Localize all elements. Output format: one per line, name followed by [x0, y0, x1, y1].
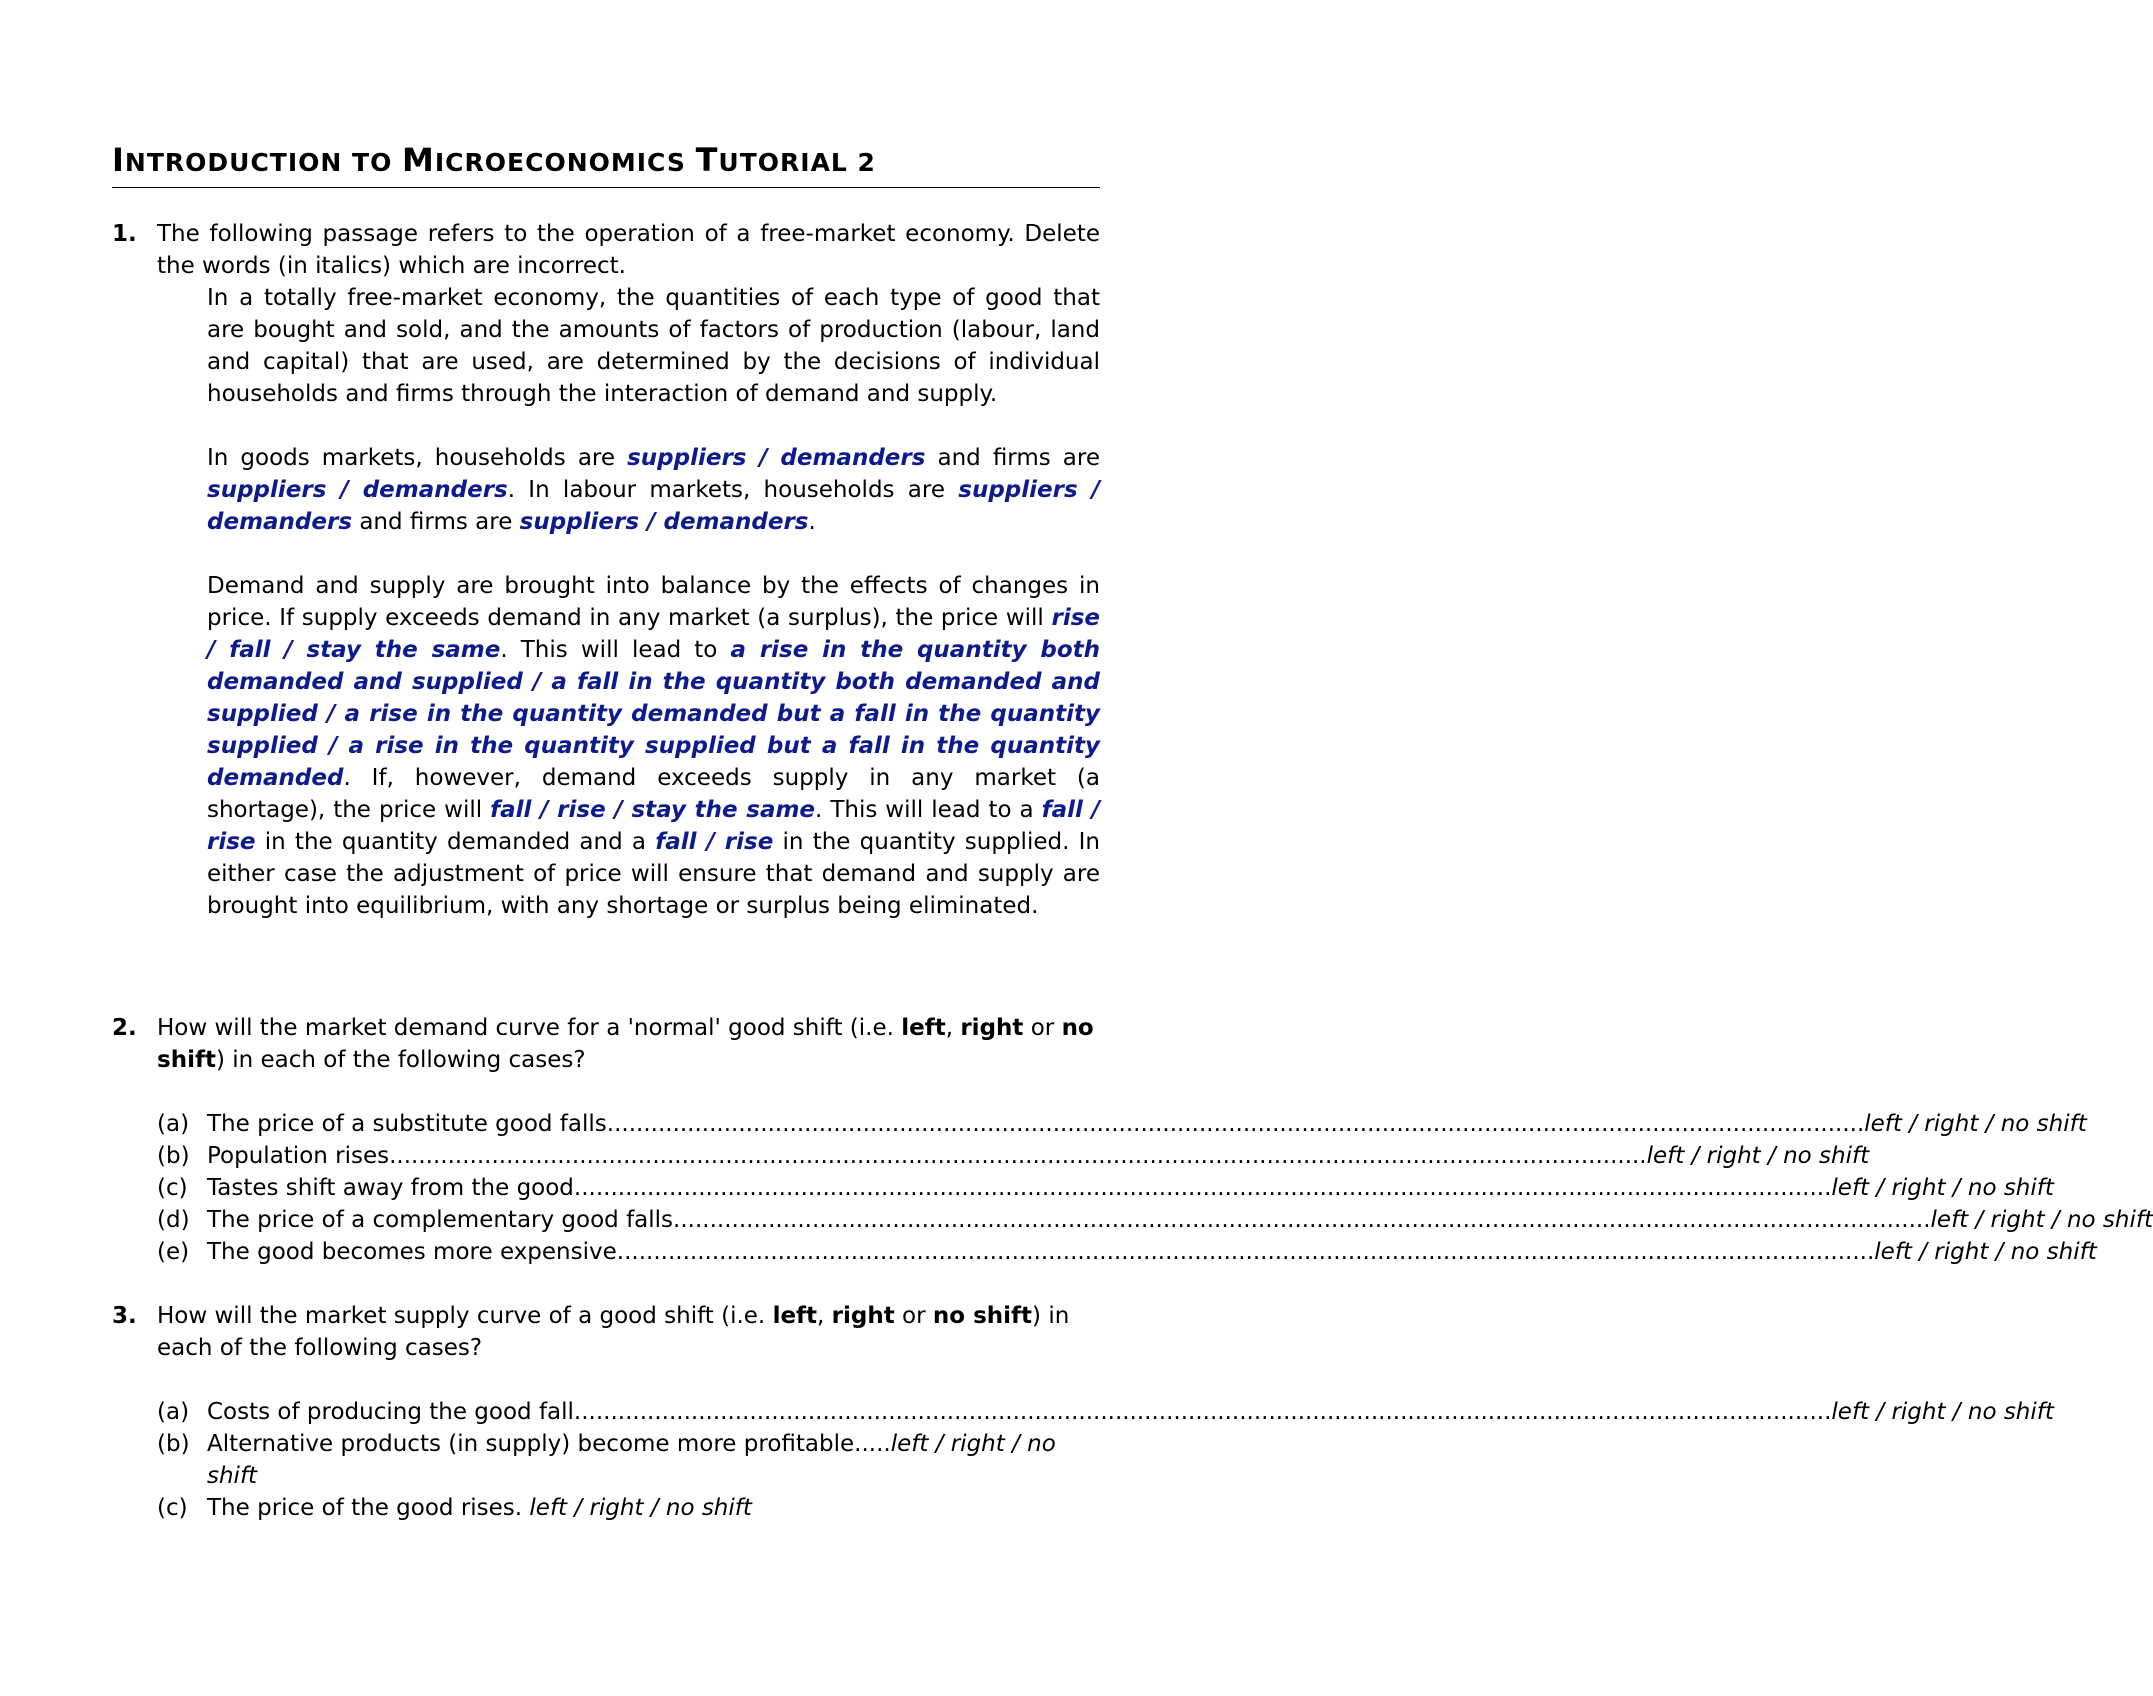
case-list [157, 1396, 2054, 1524]
option-choice[interactable]: suppliers / demanders [627, 445, 926, 471]
leader-dots [607, 1108, 1865, 1140]
case-list [157, 1108, 2153, 1268]
question-number: 3. [112, 1303, 137, 1329]
leader-dots [617, 1236, 1875, 1268]
item-text: Alternative products (in supply) become more profitable..... [207, 1431, 891, 1457]
item-text: The price of a complementary good falls [207, 1207, 674, 1233]
item-label: (a) [157, 1399, 190, 1425]
list-item [157, 1492, 1100, 1524]
list-item [157, 1172, 2054, 1204]
answer-choice[interactable]: left / right / no shift [1646, 1143, 1870, 1169]
list-item [157, 1428, 1100, 1492]
document-page [112, 140, 2153, 1524]
item-text: The price of a substitute good falls [207, 1111, 607, 1137]
item-label: (a) [157, 1111, 190, 1137]
page-title: INTRODUCTION TO MICROECONOMICS TUTORIAL 2 [112, 140, 1100, 188]
item-text: Costs of producing the good fall [207, 1399, 574, 1425]
question-1 [112, 218, 1100, 922]
question-text: How will the market demand curve for a 'normal' good shift (i.e. left, right or no shift) in each of the following cases? [157, 1015, 1094, 1073]
passage-paragraph-1: In a totally free-market economy, the quantities of each type of good that are bought and sold, and the amounts of factors of production (labour, land and capital) that are used, are determined by the decisions of individual households and firms through the interaction of demand and supply. [207, 285, 1100, 407]
option-choice[interactable]: suppliers / demanders [519, 509, 809, 535]
item-label: (b) [157, 1143, 190, 1169]
option-choice[interactable]: a rise in the quantity both demanded and supplied / a fall in the quantity both demanded and supplied / a rise in the quantity demanded but a fall in the quantity supplied / a rise in the quantity supplied but a fall in the quantity demanded [207, 637, 1101, 791]
question-intro: The following passage refers to the operation of a free-market economy. Delete the words (in italics) which are incorrect. [157, 221, 1100, 279]
answer-choice[interactable]: left / right / no shift [1930, 1207, 2153, 1233]
leader-dots [389, 1140, 1647, 1172]
leader-dots [673, 1204, 1931, 1236]
question-number: 1. [112, 221, 137, 247]
list-item [157, 1236, 2097, 1268]
list-item [157, 1140, 1870, 1172]
answer-choice[interactable]: left / right / no shift [1831, 1175, 2054, 1201]
question-2 [112, 1012, 2153, 1268]
item-text: The good becomes more expensive [207, 1239, 617, 1265]
item-label: (d) [157, 1207, 190, 1233]
list-item [157, 1396, 2054, 1428]
option-choice[interactable]: rise / fall / stay the same [207, 605, 1100, 663]
passage [207, 282, 1100, 922]
item-label: (c) [157, 1175, 188, 1201]
item-label: (b) [157, 1431, 190, 1457]
item-text: The price of the good rises. [207, 1495, 530, 1521]
answer-choice[interactable]: left / right / no shift [1864, 1111, 2087, 1137]
item-label: (e) [157, 1239, 190, 1265]
question-3 [112, 1300, 2054, 1524]
answer-choice[interactable]: left / right / no shift [529, 1495, 752, 1521]
leader-dots [574, 1172, 1832, 1204]
passage-paragraph-2: In goods markets, households are suppliers / demanders and firms are suppliers / demanders. In labour markets, households are suppliers / demanders and firms are suppliers / demanders. [207, 445, 1100, 535]
option-choice[interactable]: suppliers / demanders [207, 477, 508, 503]
question-text: How will the market supply curve of a good shift (i.e. left, right or no shift) in each of the following cases? [157, 1303, 1070, 1361]
list-item [157, 1108, 2087, 1140]
option-choice[interactable]: fall / rise / stay the same [490, 797, 816, 823]
passage-paragraph-3: Demand and supply are brought into balance by the effects of changes in price. If supply exceeds demand in any market (a surplus), the price will rise / fall / stay the same. This will lead to a rise in the quantity both demanded and supplied / a fall in the quantity both demanded and supplied / a rise in the quantity demanded but a fall in the quantity supplied / a rise in the quantity supplied but a fall in the quantity demanded. If, however, demand exceeds supply in any market (a shortage), the price will fall / rise / stay the same. This will lead to a fall / rise in the quantity demanded and a fall / rise in the quantity supplied. In either case the adjustment of price will ensure that demand and supply are brought into equilibrium, with any shortage or surplus being eliminated. [207, 573, 1101, 919]
option-choice[interactable]: fall / rise [207, 797, 1100, 855]
question-number: 2. [112, 1015, 137, 1041]
answer-choice[interactable]: left / right / no shift [1874, 1239, 2097, 1265]
item-text: Population rises [207, 1143, 390, 1169]
answer-choice[interactable]: left / right / no shift [1831, 1399, 2054, 1425]
item-label: (c) [157, 1495, 188, 1521]
answer-choice[interactable]: left / right / no shift [207, 1431, 1056, 1489]
item-text: Tastes shift away from the good [207, 1175, 574, 1201]
option-choice[interactable]: fall / rise [655, 829, 774, 855]
option-choice[interactable]: suppliers / demanders [207, 477, 1100, 535]
list-item [157, 1204, 2153, 1236]
leader-dots [574, 1396, 1832, 1428]
